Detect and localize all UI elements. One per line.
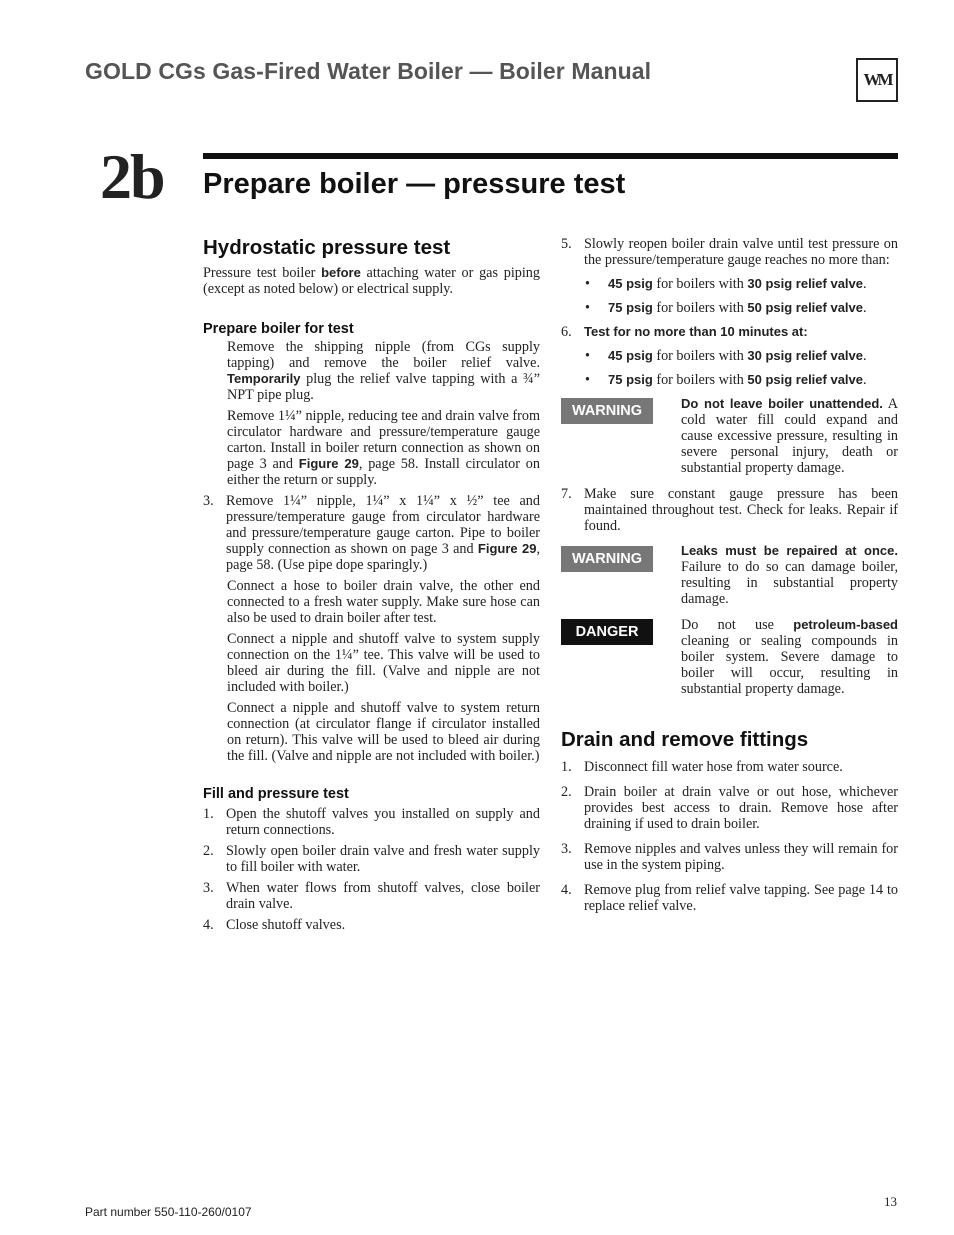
fill-heading: Fill and pressure test <box>203 786 349 802</box>
list-item: 2. Drain boiler at drain valve or out hose, whichever provides best access to drain. Remove hose after draining if used to drain boiler. <box>561 784 898 832</box>
header-title: GOLD CGs Gas-Fired Water Boiler — Boiler Manual <box>85 58 652 84</box>
prepare-step-3: 3. Remove 1¼” nipple, 1¼” x 1¼” x ½” tee and pressure/temperature gauge from circulator hardware and pressure/temperature gauge carton. Pipe to boiler supply connection as shown on page 3 and Figure 29, page 58. (Use pipe dope sparingly.) <box>203 493 541 573</box>
left-column <box>203 236 540 933</box>
hose-paragraph: Connect a hose to boiler drain valve, the other end connected to a fresh water supply. Make sure hose can also be used to drain boiler after test. <box>227 578 540 626</box>
list-item: 3. When water flows from shutoff valves, close boiler drain valve. <box>203 880 540 912</box>
page-number: 13 <box>884 1194 897 1209</box>
pressure-bullet: • 45 psig for boilers with 30 psig relief valve. <box>585 348 867 364</box>
prepare-step-2: Remove 1¼” nipple, reducing tee and drain valve from circulator hardware and pressure/temperature gauge carton. Install in boiler return connection as shown on page 3 and Figure 29, page 58. Install circulator on either the return or supply. <box>227 408 540 488</box>
right-column <box>561 236 898 914</box>
warning-badge: WARNING <box>561 546 653 572</box>
list-item: 4. Close shutoff valves. <box>203 917 346 933</box>
hydrostatic-heading: Hydrostatic pressure test <box>203 236 451 259</box>
weil-mclain-logo-icon: WM <box>856 58 898 102</box>
list-item: 1. Open the shutoff valves you installed on supply and return connections. <box>203 806 540 838</box>
intro-paragraph: Pressure test boiler before attaching water or gas piping (except as noted below) or electrical supply. <box>203 265 540 297</box>
section-title: Prepare boiler — pressure test <box>203 168 626 200</box>
warning-callout: WARNING Leaks must be repaired at once. Failure to do so can damage boiler, resulting in substantial property damage. <box>561 543 898 607</box>
list-item: 1. Disconnect fill water hose from water source. <box>561 759 843 775</box>
warning-callout: WARNING Do not leave boiler unattended. A cold water fill could expand and cause excessive pressure, resulting in severe personal injury, death or substantial property damage. <box>561 396 898 476</box>
list-item: 2. Slowly open boiler drain valve and fresh water supply to fill boiler with water. <box>203 843 540 875</box>
supply-valve-paragraph: Connect a nipple and shutoff valve to system supply connection on the 1¼” tee. This valve will be used to bleed air during the fill. (Valve and nipple are not included with boiler.) <box>227 631 540 695</box>
return-valve-paragraph: Connect a nipple and shutoff valve to system return connection (at circulator flange if circulator installed on return). This valve will be used to bleed air during the fill. (Valve and nipple are not included with boiler.) <box>227 700 540 764</box>
step-7: 7. Make sure constant gauge pressure has been maintained throughout test. Check for leaks. Repair if found. <box>561 486 898 534</box>
pressure-bullet: • 75 psig for boilers with 50 psig relief valve. <box>585 300 867 316</box>
pressure-bullet: • 75 psig for boilers with 50 psig relief valve. <box>585 372 867 388</box>
danger-callout: DANGER Do not use petroleum-based cleaning or sealing compounds in boiler system. Severe damage to boiler will occur, resulting in substantial property damage. <box>561 617 898 697</box>
danger-badge: DANGER <box>561 619 653 645</box>
step-6: 6. Test for no more than 10 minutes at: <box>561 324 808 340</box>
section-rule <box>203 153 898 159</box>
section-number: 2b <box>100 141 164 212</box>
prepare-step-1: Remove the shipping nipple (from CGs supply tapping) and remove the boiler relief valve. Temporarily plug the relief valve tapping with a ¾” NPT pipe plug. <box>227 339 540 403</box>
step-5: 5. Slowly reopen boiler drain valve until test pressure on the pressure/temperature gauge reaches no more than: <box>561 236 898 268</box>
warning-badge: WARNING <box>561 398 653 424</box>
prepare-heading: Prepare boiler for test <box>203 321 354 337</box>
drain-heading: Drain and remove fittings <box>561 728 809 751</box>
list-item: 3. Remove nipples and valves unless they will remain for use in the system piping. <box>561 841 898 873</box>
list-item: 4. Remove plug from relief valve tapping. See page 14 to replace relief valve. <box>561 882 898 914</box>
part-number: Part number 550-110-260/0107 <box>85 1205 252 1219</box>
pressure-bullet: • 45 psig for boilers with 30 psig relief valve. <box>585 276 867 292</box>
